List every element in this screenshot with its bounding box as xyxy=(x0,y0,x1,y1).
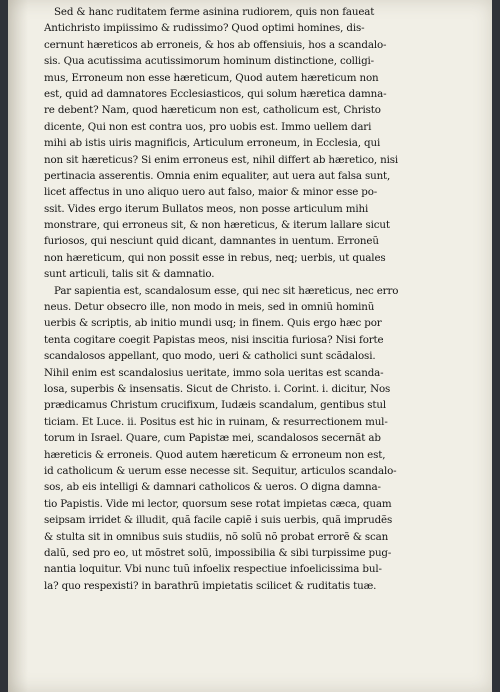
text-line: dalũ, sed pro eo, ut mõstret solũ, impossibilia & sibi turpissime pug- xyxy=(44,546,392,559)
page-text-block xyxy=(44,4,444,594)
text-line: Nihil enim est scandalosius ueritate, immo sola ueritas est scanda- xyxy=(44,366,384,379)
text-line: uerbis & scriptis, ab initio mundi usq; in finem. Quis ergo hæc por xyxy=(44,317,382,330)
text-line: mihi ab istis uiris magnificis, Articulum erroneum, in Ecclesia, qui xyxy=(44,137,381,150)
text-line: la? quo respexisti? in barathrũ impietatis scilicet & ruditatis tuæ. xyxy=(44,579,377,592)
text-line: nantia loquitur. Vbi nunc tuũ infoelix respectiue infoelicissima bul- xyxy=(44,563,382,576)
text-line: seipsam irridet & illudit, quã facile capiẽ i suis uerbis, quã imprudẽs xyxy=(44,514,393,527)
book-page xyxy=(8,0,492,692)
text-line: neus. Detur obsecro ille, non modo in meis, sed in omniũ hominũ xyxy=(44,301,375,314)
text-line: non hæreticum, qui non possit esse in rebus, neq; uerbis, ut quales xyxy=(44,251,386,264)
text-line: non sit hæreticus? Si enim erroneus est, nihil differt ab hæretico, nisi xyxy=(44,153,399,166)
text-line: est, quid ad damnatores Ecclesiasticos, qui solum hæretica damna- xyxy=(44,87,387,100)
text-line: mus, Erroneum non esse hæreticum, Quod autem hæreticum non xyxy=(44,71,379,84)
text-line: Sed & hanc ruditatem ferme asinina rudiorem, quis non faueat xyxy=(54,6,375,18)
text-line: cernunt hæreticos ab erroneis, & hos ab offensiuis, hos a scandalo- xyxy=(44,38,387,51)
text-line: pertinacia asserentis. Omnia enim equaliter, aut uera aut falsa sunt, xyxy=(44,169,391,182)
text-line: id catholicum & uerum esse necesse sit. Sequitur, articulos scandalo- xyxy=(44,464,397,477)
text-line: dicente, Qui non est contra uos, pro uobis est. Immo uellem dari xyxy=(44,120,372,133)
text-line: sos, ab eis intelligi & damnari catholicos & ueros. O digna damna- xyxy=(44,481,381,494)
text-line: ssit. Vides ergo iterum Bullatos meos, non posse articulum mihi xyxy=(44,202,369,215)
text-line: tenta cogitare coegit Papistas meos, nisi inscitia furiosa? Nisi forte xyxy=(44,333,384,346)
text-line: ticiam. Et Luce. ii. Positus est hic in ruinam, & resurrectionem mul- xyxy=(44,415,388,428)
text-line: sis. Qua acutissima acutissimorum hominum distinctione, colligi- xyxy=(44,55,374,68)
text-line: Antichristo impiissimo & rudissimo? Quod optimi homines, dis- xyxy=(44,22,365,35)
text-line: hæreticis & erroneis. Quod autem hæreticum & erroneum non est, xyxy=(44,448,386,461)
text-line: torum in Israel. Quare, cum Papistæ mei, scandalosos secernãt ab xyxy=(44,432,381,445)
text-line: & stulta sit in omnibus suis studiis, nõ solũ nõ probat errorẽ & scan xyxy=(44,530,389,543)
text-line: losa, superbis & insensatis. Sicut de Christo. i. Corint. i. dicitur, Nos xyxy=(44,382,391,395)
text-line: Par sapientia est, scandalosum esse, qui nec sit hæreticus, nec erro xyxy=(54,284,399,297)
text-line: sunt articuli, talis sit & damnatio. xyxy=(44,268,215,281)
text-line: tio Papistis. Vide mi lector, quorsum sese rotat impietas cæca, quam xyxy=(44,497,392,510)
text-line: re debent? Nam, quod hæreticum non est, catholicum est, Christo xyxy=(44,104,381,117)
text-line: prædicamus Christum crucifixum, Iudæis scandalum, gentibus stul xyxy=(44,399,387,412)
text-line: monstrare, qui erroneus sit, & non hæreticus, & iterum lallare sicut xyxy=(44,219,390,232)
text-line: furiosos, qui nesciunt quid dicant, damnantes in uentum. Erroneũ xyxy=(44,235,379,248)
text-line: scandalosos appellant, quo modo, ueri & catholici sunt scãdalosi. xyxy=(44,350,376,363)
text-line: licet affectus in uno aliquo uero aut falso, maior & minor esse po- xyxy=(44,186,378,199)
